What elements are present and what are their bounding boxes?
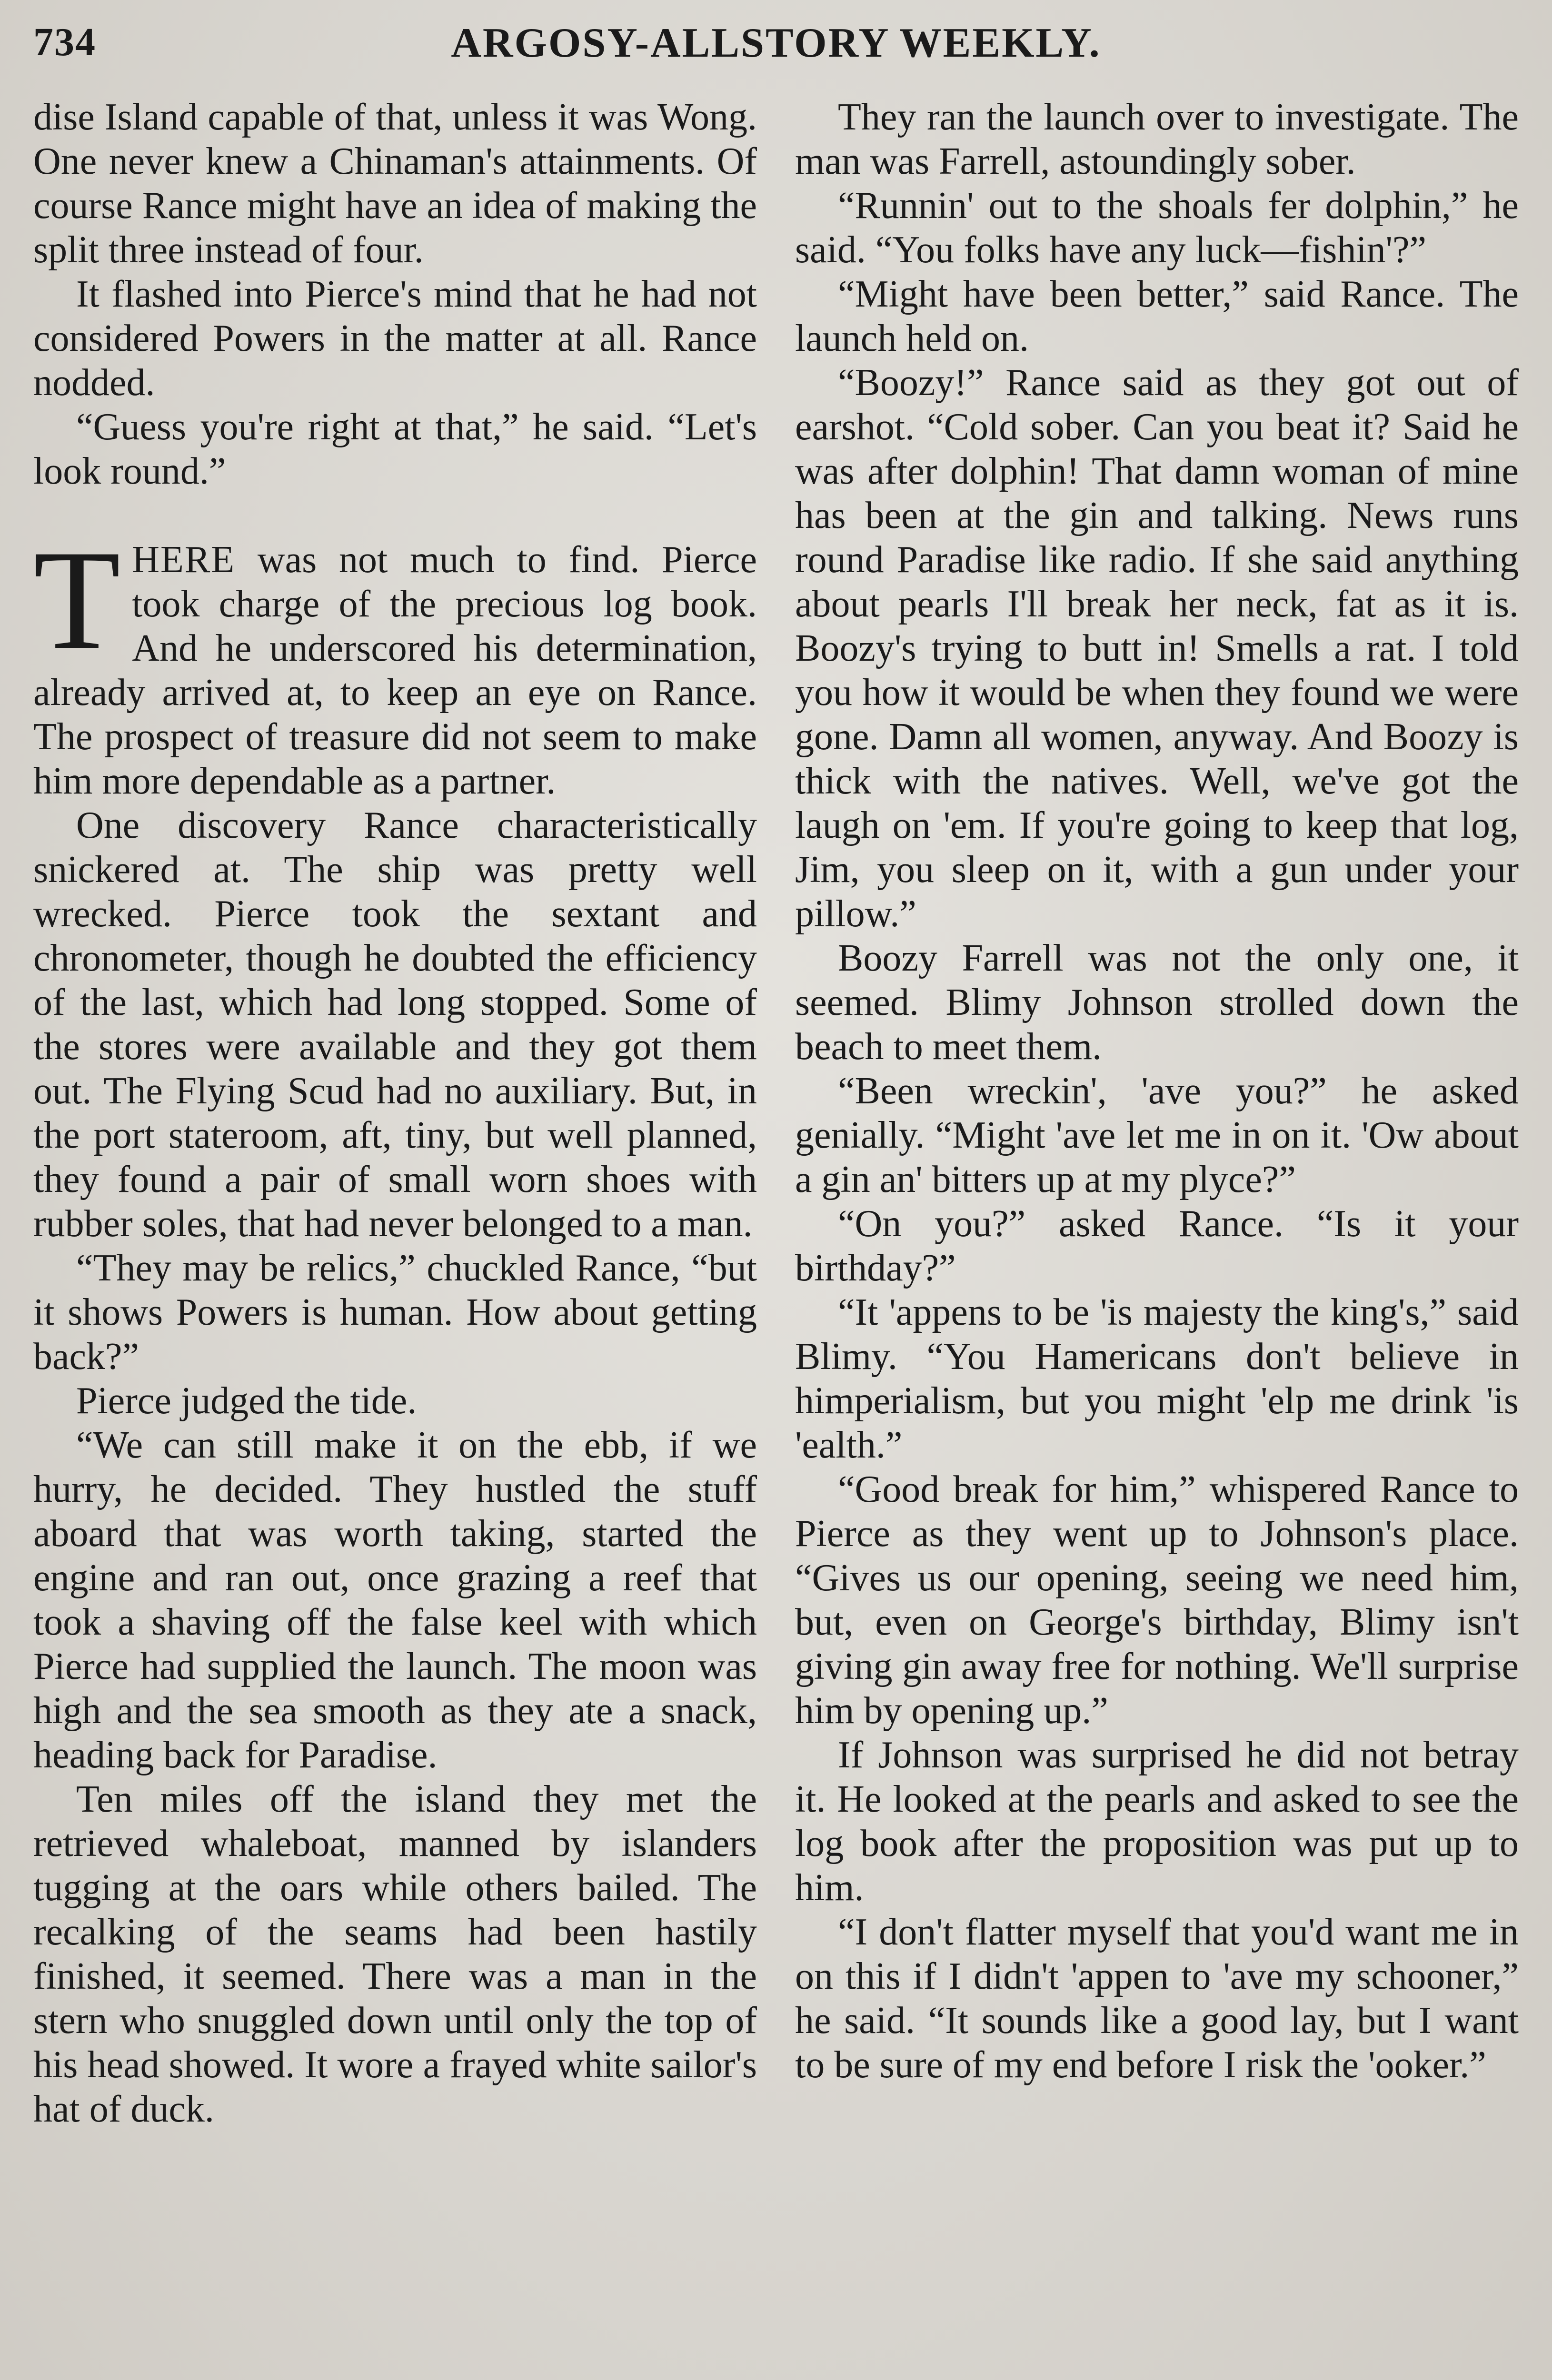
section-opening-paragraph: [33, 521, 757, 803]
drop-cap: T: [33, 521, 121, 679]
running-head: ARGOSY-ALLSTORY WEEKLY.: [451, 20, 1101, 66]
paragraph: “Boozy!” Rance said as they got out of earshot. “Cold sober. Can you beat it? Said he was after dolphin! That damn woman of mine has been at the gin and talking. News runs round Paradise like radio. If she said anything about pearls I'll break her neck, fat as it is. Boozy's trying to butt in! Smells a rat. I told you how it would be when they found we were gone. Damn all women, anyway. And Boozy is thick with the natives. Well, we've got the laugh on 'em. If you're going to keep that log, Jim, you sleep on it, with a gun under your pillow.”: [795, 362, 1519, 935]
paragraph: “I don't flatter myself that you'd want me in on this if I didn't 'appen to 'ave my schooner,” he said. “It sounds like a good lay, but I want to be sure of my end before I risk the 'ooker.”: [795, 1911, 1519, 2086]
paragraph: Pierce judged the tide.: [76, 1380, 417, 1422]
paragraph: “We can still make it on the ebb, if we hurry, he decided. They hustled the stuff aboard that was worth taking, started the engine and ran out, once grazing a reef that took a shaving off the false keel with which Pierce had supplied the launch. The moon was high and the sea smooth as they ate a snack, heading back for Paradise.: [33, 1424, 757, 1776]
paragraph: Ten miles off the island they met the retrieved whaleboat, manned by islanders tugging at the oars while others bailed. The recalking of the seams had been hastily finished, it seemed. There was a man in the stern who snuggled down until only the top of his head showed. It wore a frayed white sailor's hat of duck.: [33, 1778, 757, 2130]
opening-word: HERE: [132, 539, 236, 581]
paragraph: “Been wreckin', 'ave you?” he asked genially. “Might 'ave let me in on it. 'Ow about a gin an' bitters up at my plyce?”: [795, 1070, 1519, 1200]
paragraph: “Runnin' out to the shoals fer dolphin,” he said. “You folks have any luck—fishin'?”: [795, 185, 1519, 271]
paragraph: One discovery Rance characteristically snickered at. The ship was pretty well wrecked. Pierce took the sextant and chronometer, though he doubted the efficiency of the last, which had long stopped. Some of the stores were available and they got them out. The Flying Scud had no auxiliary. But, in the port stateroom, aft, tiny, but well planned, they found a pair of small worn shoes with rubber soles, that had never belonged to a man.: [33, 804, 757, 1245]
paragraph: dise Island capable of that, unless it was Wong. One never knew a Chinaman's attainments. Of course Rance might have an idea of making the split three instead of four.: [33, 96, 757, 271]
page-number: 734: [33, 20, 96, 64]
paragraph: Boozy Farrell was not the only one, it seemed. Blimy Johnson strolled down the beach to meet them.: [795, 937, 1519, 1068]
paragraph: “It 'appens to be 'is majesty the king's,” said Blimy. “You Hamericans don't believe in himperialism, but you might 'elp me drink 'is 'ealth.”: [795, 1291, 1519, 1466]
paragraph: “Good break for him,” whispered Rance to Pierce as they went up to Johnson's place. “Gives us our opening, seeing we need him, but, even on George's birthday, Blimy isn't giving gin away free for nothing. We'll surprise him by opening up.”: [795, 1468, 1519, 1732]
paragraph: If Johnson was surprised he did not betray it. He looked at the pearls and asked to see the log book after the proposition was put up to him.: [795, 1734, 1519, 1909]
page-header: [33, 19, 1519, 71]
paragraph: “They may be relics,” chuckled Rance, “but it shows Powers is human. How about getting back?”: [33, 1247, 757, 1378]
paragraph-text: was not much to find. Pierce took charge of the precious log book. And he underscored his determination, already arrived at, to keep an eye on Rance. The prospect of treasure did not seem to make him more dependable as a partner.: [33, 539, 757, 802]
section-break: [33, 494, 757, 538]
paragraph: They ran the launch over to investigate. The man was Farrell, astoundingly sober.: [795, 96, 1519, 182]
paragraph: “Might have been better,” said Rance. The launch held on.: [795, 273, 1519, 359]
paragraph: “Guess you're right at that,” he said. “Let's look round.”: [33, 406, 757, 492]
right-column: [795, 95, 1519, 2087]
paragraph: “On you?” asked Rance. “Is it your birthday?”: [795, 1203, 1519, 1289]
paragraph: It flashed into Pierce's mind that he had not considered Powers in the matter at all. Rance nodded.: [33, 273, 757, 404]
left-column: [33, 95, 757, 2132]
